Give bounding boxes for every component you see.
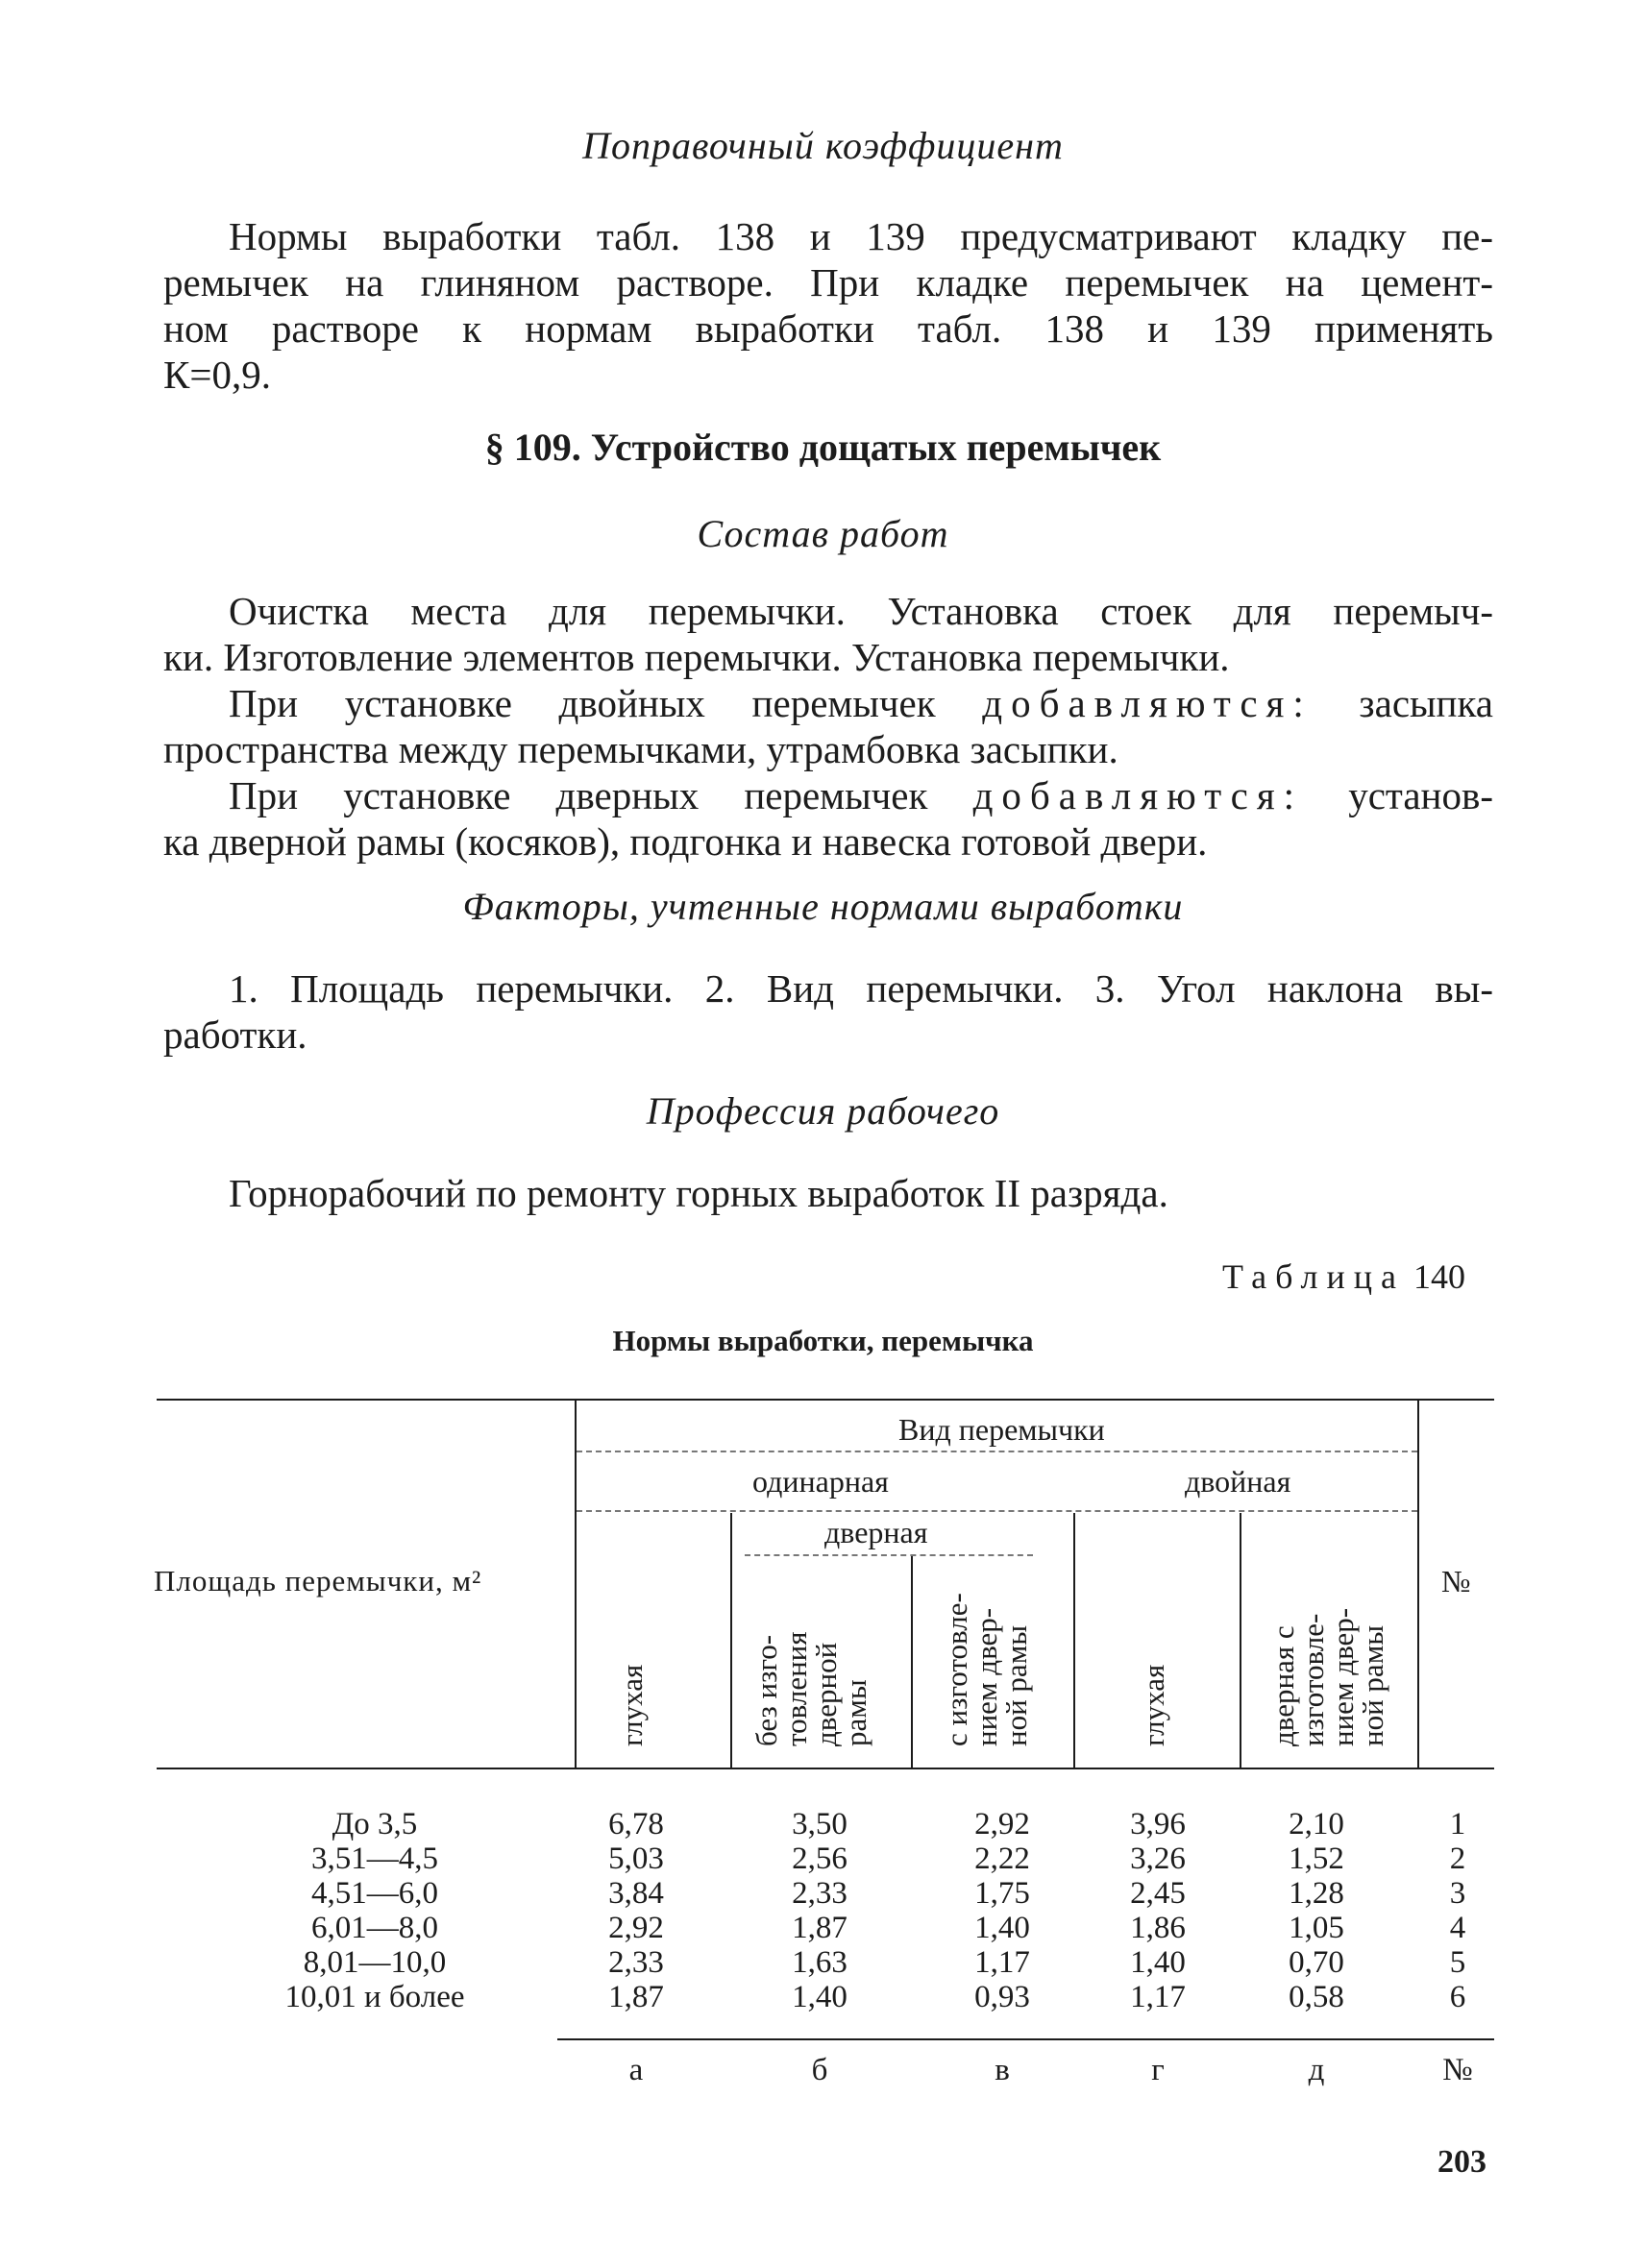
header-area: Площадь перемычки, м²	[154, 1564, 482, 1597]
value-cell: 1,40	[974, 1911, 1030, 1945]
column-letter: д	[1308, 2053, 1325, 2087]
factors-paragraph	[163, 965, 1493, 1058]
column-divider	[575, 1401, 577, 1768]
paragraph-line: При установке двойных перемычек добавляются: засыпка	[229, 681, 1493, 725]
value-cell: 1,28	[1289, 1876, 1344, 1911]
profession-heading: Профессия рабочего	[646, 1089, 1000, 1133]
paragraph-line: Нормы выработки табл. 138 и 139 предусматривают кладку пе-	[229, 214, 1493, 258]
value-cell: 1,40	[1130, 1945, 1186, 1980]
paragraph-line: 1. Площадь перемычки. 2. Вид перемычки. 3. Угол наклона вы-	[229, 966, 1493, 1011]
header-subrule	[745, 1554, 1033, 1556]
profession-paragraph	[163, 1170, 1493, 1216]
value-cell: 2,10	[1289, 1807, 1344, 1841]
column-letter: г	[1151, 2053, 1165, 2087]
area-cell: 4,51—6,0	[311, 1876, 438, 1911]
paragraph-line: Горнорабочий по ремонту горных выработок II разряда.	[229, 1171, 1168, 1215]
area-cell: 6,01—8,0	[311, 1911, 438, 1945]
correction-paragraph	[163, 213, 1493, 398]
paragraph-line: К=0,9.	[163, 353, 271, 397]
row-number: 3	[1449, 1876, 1466, 1911]
row-number: 2	[1449, 1841, 1466, 1876]
value-cell: 1,05	[1289, 1911, 1344, 1945]
value-cell: 3,26	[1130, 1841, 1186, 1876]
value-cell: 3,50	[792, 1807, 848, 1841]
header-subrule	[577, 1510, 1417, 1512]
spaced-word: добавляются:	[982, 681, 1313, 725]
section-title: § 109. Устройство дощатых перемычек	[484, 426, 1162, 469]
value-cell: 1,87	[792, 1911, 848, 1945]
value-cell: 0,58	[1289, 1980, 1344, 2014]
composition-paragraph	[163, 588, 1493, 865]
value-cell: 1,52	[1289, 1841, 1344, 1876]
column-letter: а	[628, 2053, 644, 2087]
area-cell: 3,51—4,5	[311, 1841, 438, 1876]
value-cell: 5,03	[608, 1841, 664, 1876]
value-cell: 0,70	[1289, 1945, 1344, 1980]
table-caption: Нормы выработки, перемычка	[612, 1324, 1034, 1357]
col-b-header: без изго- товления дверной рамы	[749, 1631, 872, 1746]
page-number: 203	[1437, 2144, 1486, 2180]
value-cell: 1,75	[974, 1876, 1030, 1911]
column-letter: б	[811, 2053, 828, 2087]
value-cell: 2,33	[608, 1945, 664, 1980]
table-top-rule	[157, 1399, 1494, 1401]
column-divider	[911, 1556, 913, 1768]
factors-heading: Факторы, учтенные нормами выработки	[462, 885, 1184, 928]
row-number: 5	[1449, 1945, 1466, 1980]
value-cell: 2,56	[792, 1841, 848, 1876]
column-letter: №	[1442, 2053, 1473, 2087]
header-subrule	[577, 1451, 1417, 1452]
row-number: 6	[1449, 1980, 1466, 2014]
table-header-rule	[157, 1768, 1494, 1769]
value-cell: 2,33	[792, 1876, 848, 1911]
spaced-word: добавляются:	[972, 773, 1304, 817]
area-cell: До 3,5	[332, 1807, 418, 1841]
paragraph-line: ном растворе к нормам выработки табл. 138 и 139 применять	[163, 306, 1493, 351]
value-cell: 6,78	[608, 1807, 664, 1841]
composition-heading: Состав работ	[697, 512, 949, 555]
value-cell: 0,93	[974, 1980, 1030, 2014]
paragraph-line: работки.	[163, 1012, 307, 1057]
col-v-header: с изготовле- нием двер- ной рамы	[940, 1593, 1033, 1746]
header-double: двойная	[1185, 1464, 1291, 1499]
area-cell: 10,01 и более	[284, 1980, 465, 2014]
header-type: Вид перемычки	[898, 1412, 1105, 1447]
column-divider	[1073, 1513, 1075, 1768]
value-cell: 3,84	[608, 1876, 664, 1911]
paragraph-line: ки. Изготовление элементов перемычки. Установка перемычки.	[163, 635, 1230, 679]
correction-coefficient-heading: Поправочный коэффициент	[582, 124, 1064, 167]
column-letter: в	[995, 2053, 1010, 2087]
paragraph-line: Очистка места для перемычки. Установка стоек для перемыч-	[229, 589, 1493, 633]
value-cell: 2,22	[974, 1841, 1030, 1876]
value-cell: 1,17	[1130, 1980, 1186, 2014]
column-divider	[730, 1513, 732, 1768]
col-d-header: дверная с изготовле- нием двер- ной рамы	[1266, 1607, 1389, 1746]
paragraph-line: пространства между перемычками, утрамбовка засыпки.	[163, 727, 1118, 771]
row-number: 4	[1449, 1911, 1466, 1945]
value-cell: 1,86	[1130, 1911, 1186, 1945]
col-a-header: глухая	[615, 1664, 649, 1746]
col-g-header: глухая	[1137, 1664, 1170, 1746]
value-cell: 1,17	[974, 1945, 1030, 1980]
table-label: Таблица 140	[1222, 1257, 1465, 1296]
column-divider	[1417, 1401, 1419, 1768]
area-cell: 8,01—10,0	[303, 1945, 447, 1980]
paragraph-line: При установке дверных перемычек добавляются: установ-	[229, 773, 1493, 817]
value-cell: 2,92	[974, 1807, 1030, 1841]
header-single: одинарная	[752, 1464, 889, 1499]
paragraph-line: ремычек на глиняном растворе. При кладке перемычек на цемент-	[163, 260, 1493, 305]
paragraph-line: ка дверной рамы (косяков), подгонка и навеска готовой двери.	[163, 819, 1208, 864]
value-cell: 2,92	[608, 1911, 664, 1945]
value-cell: 2,45	[1130, 1876, 1186, 1911]
header-door: дверная	[824, 1515, 928, 1549]
value-cell: 1,87	[608, 1980, 664, 2014]
table-footer-rule	[557, 2038, 1494, 2040]
row-number: 1	[1449, 1807, 1466, 1841]
header-number: №	[1441, 1564, 1471, 1598]
column-divider	[1240, 1513, 1241, 1768]
value-cell: 3,96	[1130, 1807, 1186, 1841]
value-cell: 1,40	[792, 1980, 848, 2014]
value-cell: 1,63	[792, 1945, 848, 1980]
